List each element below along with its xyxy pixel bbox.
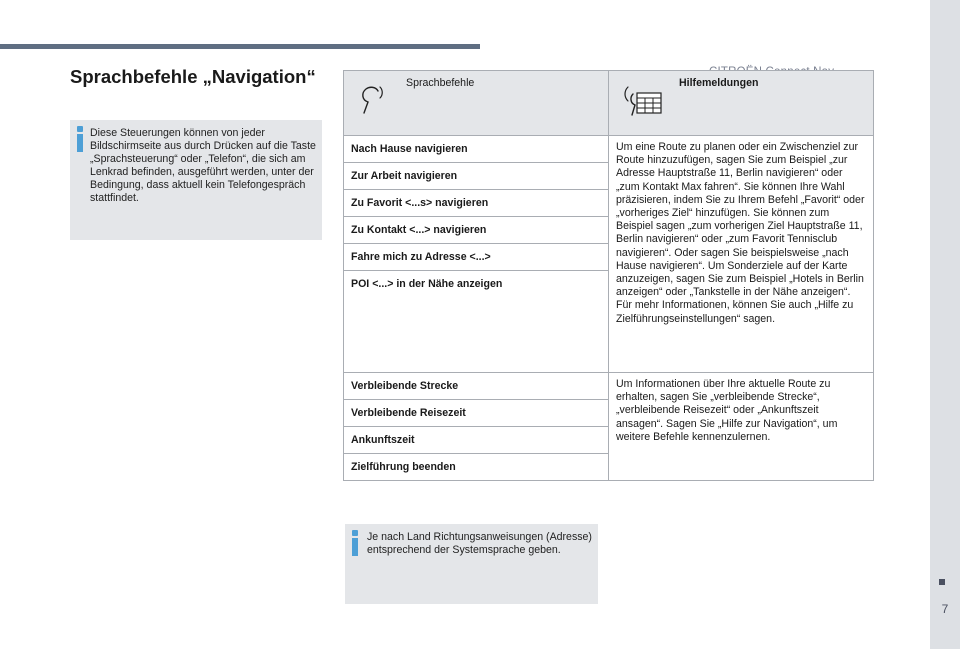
command-cell: POI <...> in der Nähe anzeigen bbox=[344, 271, 609, 373]
continue-marker-icon bbox=[939, 579, 945, 585]
voice-help-icon bbox=[621, 83, 667, 123]
info-icon bbox=[351, 530, 359, 556]
command-cell: Verbleibende Reisezeit bbox=[344, 400, 609, 427]
help-text-cell: Um Informationen über Ihre aktuelle Route zu erhalten, sagen Sie „verbleibende Strecke“, „verbleibende Reisezeit“ oder „Ankunftszeit ansagen“. Sagen Sie „Hilfe zur Navigation“, um weitere Befehle kennenzulernen. bbox=[609, 373, 874, 481]
header-rule bbox=[0, 44, 480, 49]
command-cell: Verbleibende Strecke bbox=[344, 373, 609, 400]
info-box-usage bbox=[70, 120, 322, 240]
column-header-commands bbox=[344, 71, 609, 136]
command-cell: Zu Favorit <...s> navigieren bbox=[344, 190, 609, 217]
column-header-label: Hilfemeldungen bbox=[679, 77, 759, 89]
page-title: Sprachbefehle „Navigation“ bbox=[70, 66, 316, 87]
info-icon bbox=[76, 126, 84, 152]
help-text-cell: Um eine Route zu planen oder ein Zwischenziel zur Route hinzuzufügen, sagen Sie zum Beispiel „zur Adresse Hauptstraße 11, Berlin navigieren“ oder „zum Kontakt Max fahren“. Sie können Ihre Wahl präzisieren, indem Sie zu Ihrem Befehl „Favorit“ oder „vorheriges Ziel“ hinzufügen. Sie können zum Beispiel sagen „zum vorherigen Ziel Hauptstraße 11, Berlin navigieren“ oder „zum Favorit Tennisclub navigieren“. Oder sagen Sie beispielsweise „nach Hause navigieren“. Um Sonderziele auf der Karte anzuzeigen, sagen Sie zum Beispiel „Hotels in Berlin anzeigen“ oder „Tankstelle in der Nähe anzeigen“. Für mehr Informationen, können Sie auch „Hilfe zu Zielführungseinstellungen“ sagen. bbox=[609, 136, 874, 373]
voice-command-icon bbox=[356, 83, 386, 121]
command-cell: Ankunftszeit bbox=[344, 427, 609, 454]
voice-command-table bbox=[343, 70, 874, 481]
command-cell: Zielführung beenden bbox=[344, 454, 609, 481]
info-box-language bbox=[345, 524, 598, 604]
page-number: 7 bbox=[941, 602, 949, 616]
page-margin-band bbox=[930, 0, 960, 649]
command-cell: Zur Arbeit navigieren bbox=[344, 163, 609, 190]
column-header-label: Sprachbefehle bbox=[406, 77, 475, 89]
command-cell: Fahre mich zu Adresse <...> bbox=[344, 244, 609, 271]
info-box-text: Je nach Land Richtungsanweisungen (Adresse) entsprechend der Systemsprache geben. bbox=[367, 531, 592, 556]
info-box-text: Diese Steuerungen können von jeder Bildschirmseite aus durch Drücken auf die Taste „Sprachsteuerung“ oder „Telefon“, die sich am Lenkrad befinden, ausgeführt werden, unter der Bedingung, dass aktuell kein Telefongespräch stattfindet. bbox=[90, 127, 316, 204]
command-cell: Zu Kontakt <...> navigieren bbox=[344, 217, 609, 244]
command-cell: Nach Hause navigieren bbox=[344, 136, 609, 163]
column-header-help bbox=[609, 71, 874, 136]
